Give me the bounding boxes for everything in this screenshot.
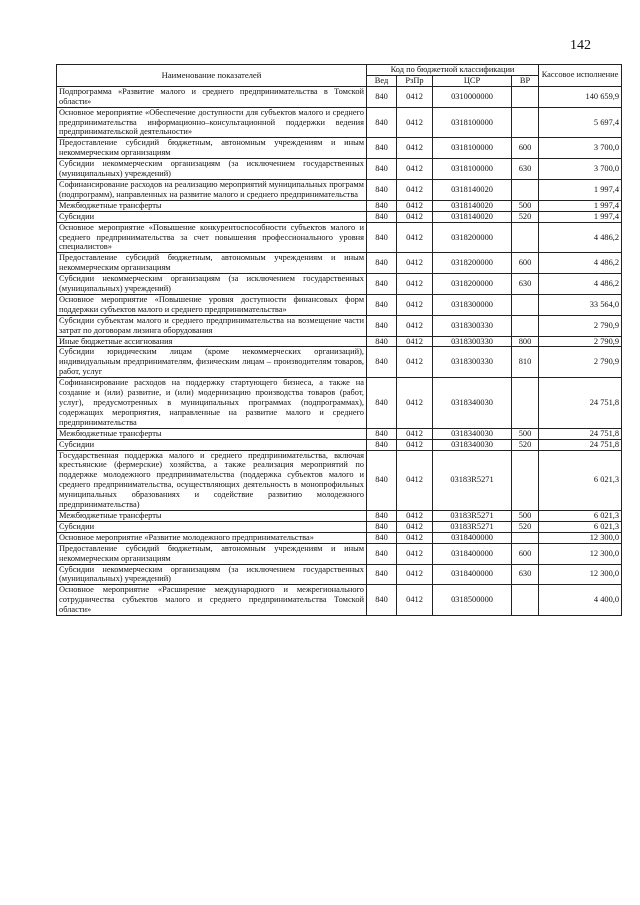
row-name: Межбюджетные трансферты bbox=[57, 428, 367, 439]
row-vr: 630 bbox=[512, 564, 539, 585]
row-amount: 1 997,4 bbox=[539, 211, 622, 222]
row-vr: 500 bbox=[512, 428, 539, 439]
header-name: Наименование показателей bbox=[57, 65, 367, 87]
row-rzpr: 0412 bbox=[397, 510, 433, 521]
table-row bbox=[57, 336, 622, 347]
row-ved: 840 bbox=[367, 211, 397, 222]
row-csr: 03183R5271 bbox=[433, 510, 512, 521]
row-vr: 520 bbox=[512, 439, 539, 450]
row-name: Государственная поддержка малого и среднего предпринимательства, включая крестьянские (фермерские) хозяйства, а также реализация мероприятий по поддержке молодежного предпринимательства (поддержка субъектов малого и среднего предпринимательства, осуществляющих деятельность в монопрофильных муниципальных образованиях и содействие развитию молодежного предпринимательства) bbox=[57, 450, 367, 510]
row-vr bbox=[512, 532, 539, 543]
row-name: Субсидии некоммерческим организациям (за исключением государственных (муниципальных) учреждений) bbox=[57, 564, 367, 585]
table-row bbox=[57, 138, 622, 159]
row-rzpr: 0412 bbox=[397, 315, 433, 336]
table-row bbox=[57, 439, 622, 450]
row-rzpr: 0412 bbox=[397, 274, 433, 295]
row-ved: 840 bbox=[367, 200, 397, 211]
row-vr bbox=[512, 585, 539, 616]
row-csr: 0318300000 bbox=[433, 294, 512, 315]
row-amount: 24 751,8 bbox=[539, 428, 622, 439]
row-vr: 600 bbox=[512, 543, 539, 564]
row-csr: 0318100000 bbox=[433, 138, 512, 159]
table-row bbox=[57, 347, 622, 378]
row-name: Предоставление субсидий бюджетным, автономным учреждениям и иным некоммерческим организациям bbox=[57, 253, 367, 274]
table-row bbox=[57, 200, 622, 211]
row-ved: 840 bbox=[367, 274, 397, 295]
row-csr: 03183R5271 bbox=[433, 521, 512, 532]
row-name: Иные бюджетные ассигнования bbox=[57, 336, 367, 347]
table-body bbox=[57, 86, 622, 615]
row-ved: 840 bbox=[367, 378, 397, 429]
row-csr: 0318400000 bbox=[433, 543, 512, 564]
row-amount: 4 400,0 bbox=[539, 585, 622, 616]
row-rzpr: 0412 bbox=[397, 86, 433, 107]
row-ved: 840 bbox=[367, 532, 397, 543]
row-csr: 0318340030 bbox=[433, 439, 512, 450]
row-csr: 0318300330 bbox=[433, 336, 512, 347]
row-amount: 4 486,2 bbox=[539, 253, 622, 274]
row-ved: 840 bbox=[367, 107, 397, 138]
table-row bbox=[57, 428, 622, 439]
row-name: Предоставление субсидий бюджетным, автономным учреждениям и иным некоммерческим организациям bbox=[57, 138, 367, 159]
table-row bbox=[57, 86, 622, 107]
row-rzpr: 0412 bbox=[397, 253, 433, 274]
row-vr: 520 bbox=[512, 521, 539, 532]
row-vr bbox=[512, 222, 539, 253]
row-amount: 2 790,9 bbox=[539, 347, 622, 378]
row-rzpr: 0412 bbox=[397, 532, 433, 543]
row-ved: 840 bbox=[367, 564, 397, 585]
row-vr: 630 bbox=[512, 274, 539, 295]
row-rzpr: 0412 bbox=[397, 107, 433, 138]
row-ved: 840 bbox=[367, 428, 397, 439]
row-vr bbox=[512, 315, 539, 336]
row-name: Основное мероприятие «Повышение уровня доступности финансовых форм поддержки субъектов малого и среднего предпринимательства» bbox=[57, 294, 367, 315]
header-rzpr: РзПр bbox=[397, 75, 433, 86]
row-amount: 6 021,3 bbox=[539, 450, 622, 510]
row-rzpr: 0412 bbox=[397, 336, 433, 347]
row-rzpr: 0412 bbox=[397, 439, 433, 450]
row-ved: 840 bbox=[367, 521, 397, 532]
row-rzpr: 0412 bbox=[397, 179, 433, 200]
header-row-top bbox=[57, 65, 622, 76]
row-rzpr: 0412 bbox=[397, 294, 433, 315]
row-name: Основное мероприятие «Расширение международного и межрегионального сотрудничества субъектов малого и среднего предпринимательства Томской области» bbox=[57, 585, 367, 616]
row-rzpr: 0412 bbox=[397, 211, 433, 222]
table-row bbox=[57, 543, 622, 564]
row-ved: 840 bbox=[367, 315, 397, 336]
table-row bbox=[57, 585, 622, 616]
table-row bbox=[57, 521, 622, 532]
row-csr: 0318200000 bbox=[433, 274, 512, 295]
row-ved: 840 bbox=[367, 439, 397, 450]
row-csr: 0318140020 bbox=[433, 200, 512, 211]
row-amount: 3 700,0 bbox=[539, 138, 622, 159]
row-csr: 0318140020 bbox=[433, 211, 512, 222]
table-row bbox=[57, 294, 622, 315]
row-rzpr: 0412 bbox=[397, 428, 433, 439]
row-vr bbox=[512, 294, 539, 315]
row-amount: 140 659,9 bbox=[539, 86, 622, 107]
budget-table bbox=[56, 64, 622, 616]
table-row bbox=[57, 159, 622, 180]
row-vr bbox=[512, 86, 539, 107]
row-ved: 840 bbox=[367, 179, 397, 200]
row-ved: 840 bbox=[367, 86, 397, 107]
row-vr: 500 bbox=[512, 200, 539, 211]
row-name: Субсидии некоммерческим организациям (за исключением государственных (муниципальных) учреждений) bbox=[57, 274, 367, 295]
row-rzpr: 0412 bbox=[397, 564, 433, 585]
row-vr: 520 bbox=[512, 211, 539, 222]
row-amount: 4 486,2 bbox=[539, 222, 622, 253]
row-vr bbox=[512, 378, 539, 429]
page-number: 142 bbox=[570, 38, 591, 53]
row-rzpr: 0412 bbox=[397, 222, 433, 253]
table-row bbox=[57, 378, 622, 429]
header-csr: ЦСР bbox=[433, 75, 512, 86]
table-row bbox=[57, 179, 622, 200]
row-ved: 840 bbox=[367, 138, 397, 159]
table-row bbox=[57, 564, 622, 585]
row-vr: 810 bbox=[512, 347, 539, 378]
table-row bbox=[57, 211, 622, 222]
row-ved: 840 bbox=[367, 253, 397, 274]
row-amount: 1 997,4 bbox=[539, 200, 622, 211]
row-name: Основное мероприятие «Обеспечение доступности для субъектов малого и среднего предпринимательства информационно–консультационной поддержки ведения предпринимательской деятельности» bbox=[57, 107, 367, 138]
row-name: Софинансирование расходов на реализацию мероприятий муниципальных программ (подпрограмм), направленных на развитие малого и среднего предпринимательства bbox=[57, 179, 367, 200]
header-amount: Кассовое исполнение bbox=[539, 65, 622, 87]
row-ved: 840 bbox=[367, 159, 397, 180]
row-rzpr: 0412 bbox=[397, 543, 433, 564]
row-amount: 1 997,4 bbox=[539, 179, 622, 200]
row-vr: 500 bbox=[512, 510, 539, 521]
row-vr: 600 bbox=[512, 253, 539, 274]
row-name: Субсидии субъектам малого и среднего предпринимательства на возмещение части затрат по договорам лизинга оборудования bbox=[57, 315, 367, 336]
row-amount: 4 486,2 bbox=[539, 274, 622, 295]
row-amount: 12 300,0 bbox=[539, 532, 622, 543]
row-csr: 0318400000 bbox=[433, 532, 512, 543]
row-amount: 2 790,9 bbox=[539, 315, 622, 336]
row-rzpr: 0412 bbox=[397, 585, 433, 616]
row-vr: 600 bbox=[512, 138, 539, 159]
row-csr: 0318100000 bbox=[433, 159, 512, 180]
table-row bbox=[57, 315, 622, 336]
header-vr: ВР bbox=[512, 75, 539, 86]
row-rzpr: 0412 bbox=[397, 159, 433, 180]
row-ved: 840 bbox=[367, 336, 397, 347]
table-row bbox=[57, 222, 622, 253]
row-csr: 03183R5271 bbox=[433, 450, 512, 510]
table-row bbox=[57, 510, 622, 521]
row-csr: 0310000000 bbox=[433, 86, 512, 107]
row-ved: 840 bbox=[367, 450, 397, 510]
row-csr: 0318340030 bbox=[433, 428, 512, 439]
row-amount: 33 564,0 bbox=[539, 294, 622, 315]
row-csr: 0318140020 bbox=[433, 179, 512, 200]
row-vr bbox=[512, 107, 539, 138]
table-row bbox=[57, 532, 622, 543]
table-row bbox=[57, 253, 622, 274]
table-row bbox=[57, 107, 622, 138]
header-ved: Вед bbox=[367, 75, 397, 86]
row-amount: 12 300,0 bbox=[539, 564, 622, 585]
table-row bbox=[57, 274, 622, 295]
row-rzpr: 0412 bbox=[397, 200, 433, 211]
row-rzpr: 0412 bbox=[397, 138, 433, 159]
row-csr: 0318200000 bbox=[433, 222, 512, 253]
row-amount: 6 021,3 bbox=[539, 521, 622, 532]
row-name: Основное мероприятие «Повышение конкурентоспособности субъектов малого и среднего предпринимательства за счет повышения профессионального уровня специалистов» bbox=[57, 222, 367, 253]
row-csr: 0318340030 bbox=[433, 378, 512, 429]
row-csr: 0318400000 bbox=[433, 564, 512, 585]
row-vr: 630 bbox=[512, 159, 539, 180]
row-name: Субсидии bbox=[57, 439, 367, 450]
row-name: Подпрограмма «Развитие малого и среднего предпринимательства в Томской области» bbox=[57, 86, 367, 107]
header-code-group: Код по бюджетной классификации bbox=[367, 65, 539, 76]
row-amount: 24 751,8 bbox=[539, 378, 622, 429]
row-amount: 2 790,9 bbox=[539, 336, 622, 347]
row-ved: 840 bbox=[367, 347, 397, 378]
row-vr bbox=[512, 450, 539, 510]
row-name: Софинансирование расходов на поддержку стартующего бизнеса, а также на создание и (или) развитие, и (или) модернизацию производства товаров (работ, услуг), предусмотренных в муниципальных программах (подпрограммах), содержащих мероприятия, направленные на развитие малого и среднего предпринимательства bbox=[57, 378, 367, 429]
row-amount: 6 021,3 bbox=[539, 510, 622, 521]
row-amount: 3 700,0 bbox=[539, 159, 622, 180]
row-csr: 0318500000 bbox=[433, 585, 512, 616]
row-csr: 0318200000 bbox=[433, 253, 512, 274]
row-csr: 0318300330 bbox=[433, 315, 512, 336]
row-ved: 840 bbox=[367, 294, 397, 315]
row-name: Основное мероприятие «Развитие молодежного предпринимательства» bbox=[57, 532, 367, 543]
row-ved: 840 bbox=[367, 222, 397, 253]
row-name: Межбюджетные трансферты bbox=[57, 510, 367, 521]
row-rzpr: 0412 bbox=[397, 347, 433, 378]
row-rzpr: 0412 bbox=[397, 378, 433, 429]
row-csr: 0318100000 bbox=[433, 107, 512, 138]
row-ved: 840 bbox=[367, 543, 397, 564]
row-ved: 840 bbox=[367, 510, 397, 521]
row-name: Субсидии bbox=[57, 211, 367, 222]
row-rzpr: 0412 bbox=[397, 450, 433, 510]
row-name: Межбюджетные трансферты bbox=[57, 200, 367, 211]
row-amount: 12 300,0 bbox=[539, 543, 622, 564]
row-amount: 5 697,4 bbox=[539, 107, 622, 138]
row-rzpr: 0412 bbox=[397, 521, 433, 532]
row-vr bbox=[512, 179, 539, 200]
table-row bbox=[57, 450, 622, 510]
row-csr: 0318300330 bbox=[433, 347, 512, 378]
row-name: Предоставление субсидий бюджетным, автономным учреждениям и иным некоммерческим организациям bbox=[57, 543, 367, 564]
row-ved: 840 bbox=[367, 585, 397, 616]
row-vr: 800 bbox=[512, 336, 539, 347]
row-name: Субсидии юридическим лицам (кроме некоммерческих организаций), индивидуальным предпринимателям, физическим лицам – производителям товаров, работ, услуг bbox=[57, 347, 367, 378]
row-amount: 24 751,8 bbox=[539, 439, 622, 450]
row-name: Субсидии некоммерческим организациям (за исключением государственных (муниципальных) учреждений) bbox=[57, 159, 367, 180]
row-name: Субсидии bbox=[57, 521, 367, 532]
